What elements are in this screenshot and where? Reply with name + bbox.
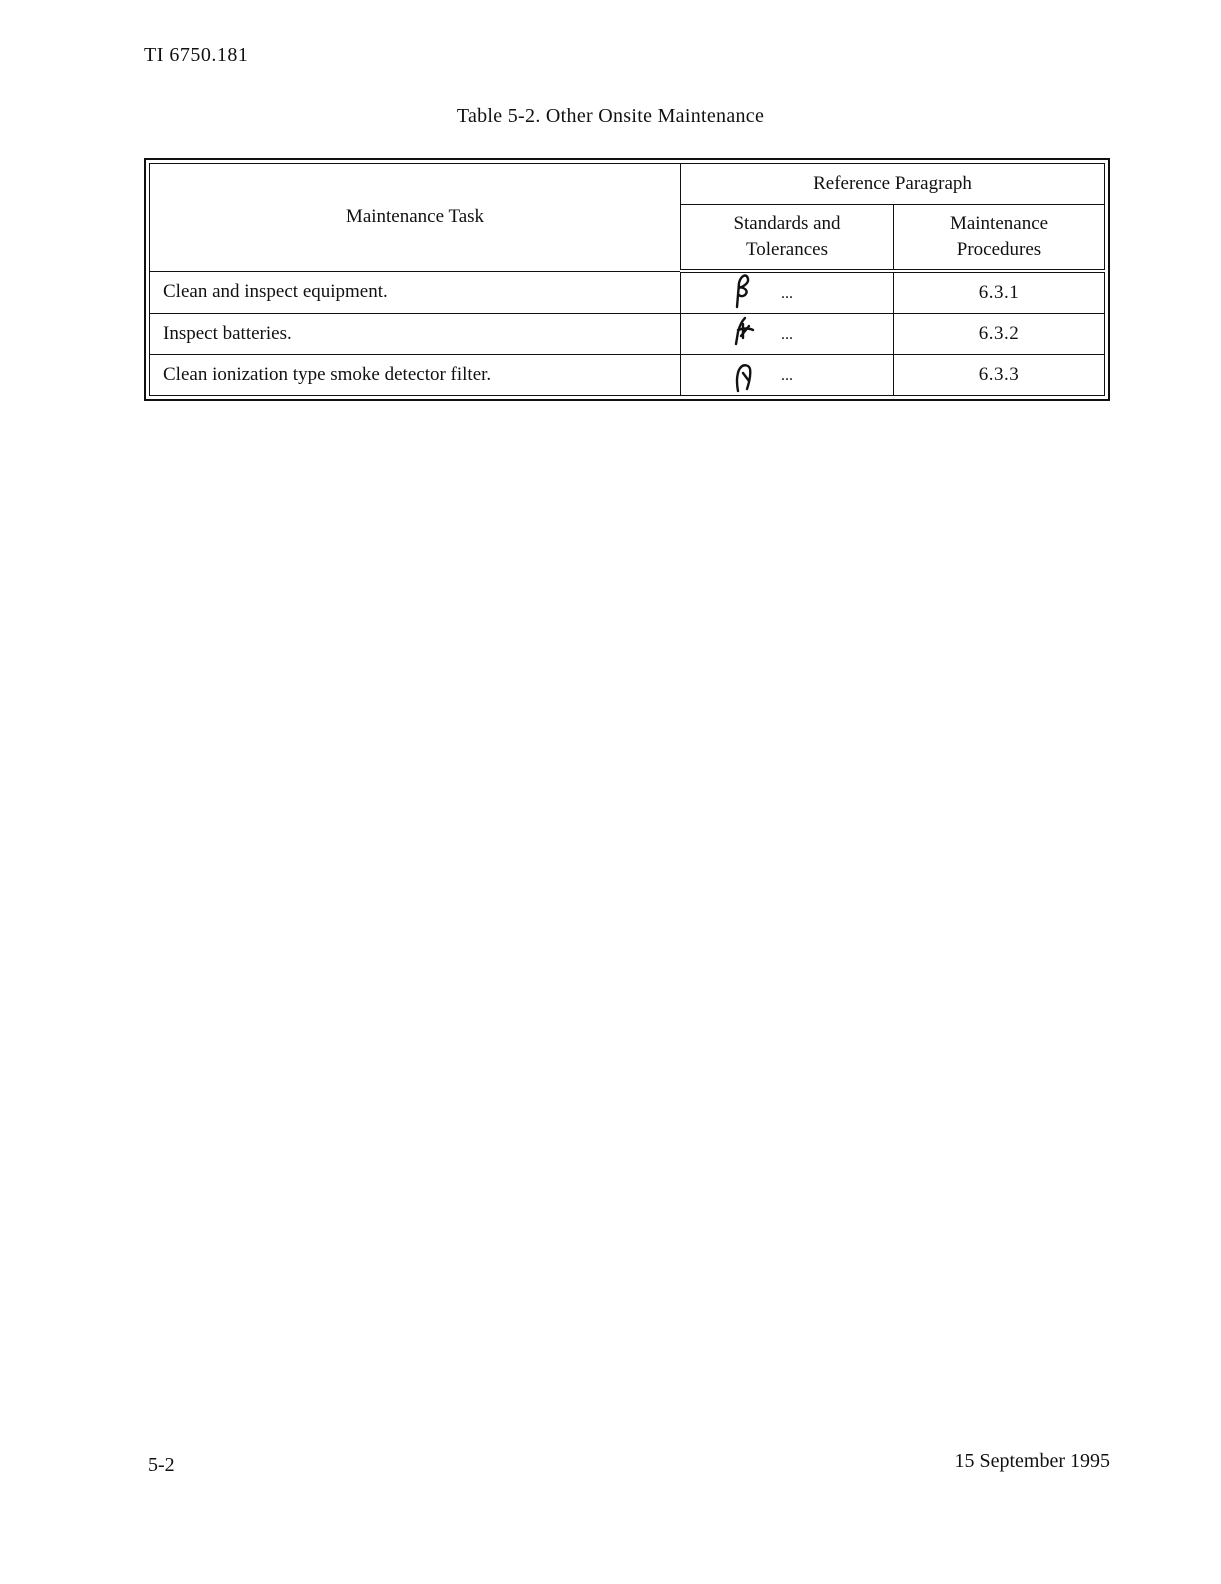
task-cell: Clean and inspect equipment. <box>150 271 681 314</box>
procedures-cell: 6.3.1 <box>894 271 1105 314</box>
document-date: 15 September 1995 <box>954 1450 1110 1472</box>
procedures-cell: 6.3.2 <box>894 314 1105 355</box>
maintenance-table-frame <box>144 158 1110 401</box>
task-cell: Clean ionization type smoke detector filter. <box>150 355 681 396</box>
column-header-procedures <box>894 205 1105 272</box>
standards-cell <box>681 355 894 396</box>
table-row <box>150 314 1105 355</box>
table-title: Table 5-2. Other Onsite Maintenance <box>456 105 765 127</box>
table-row <box>150 271 1105 314</box>
task-cell: Inspect batteries. <box>150 314 681 355</box>
maintenance-table <box>149 163 1105 396</box>
standards-value: ... <box>781 367 793 384</box>
standards-cell <box>681 271 894 314</box>
column-header-maintenance-task: Maintenance Task <box>150 164 681 272</box>
table-row <box>150 355 1105 396</box>
standards-value: ... <box>781 285 793 302</box>
procedures-cell: 6.3.3 <box>894 355 1105 396</box>
standards-header-label: Standards and Tolerances <box>733 213 841 260</box>
handwritten-mark-icon <box>733 273 755 309</box>
column-header-standards <box>681 205 894 272</box>
page-number: 5-2 <box>148 1454 175 1476</box>
column-group-reference-paragraph: Reference Paragraph <box>681 164 1105 205</box>
handwritten-mark-icon <box>733 314 757 350</box>
standards-cell <box>681 314 894 355</box>
document-id: TI 6750.181 <box>144 44 249 66</box>
procedures-header-label: Maintenance Procedures <box>949 213 1049 260</box>
standards-value: ... <box>781 326 793 343</box>
handwritten-mark-icon <box>733 355 757 395</box>
